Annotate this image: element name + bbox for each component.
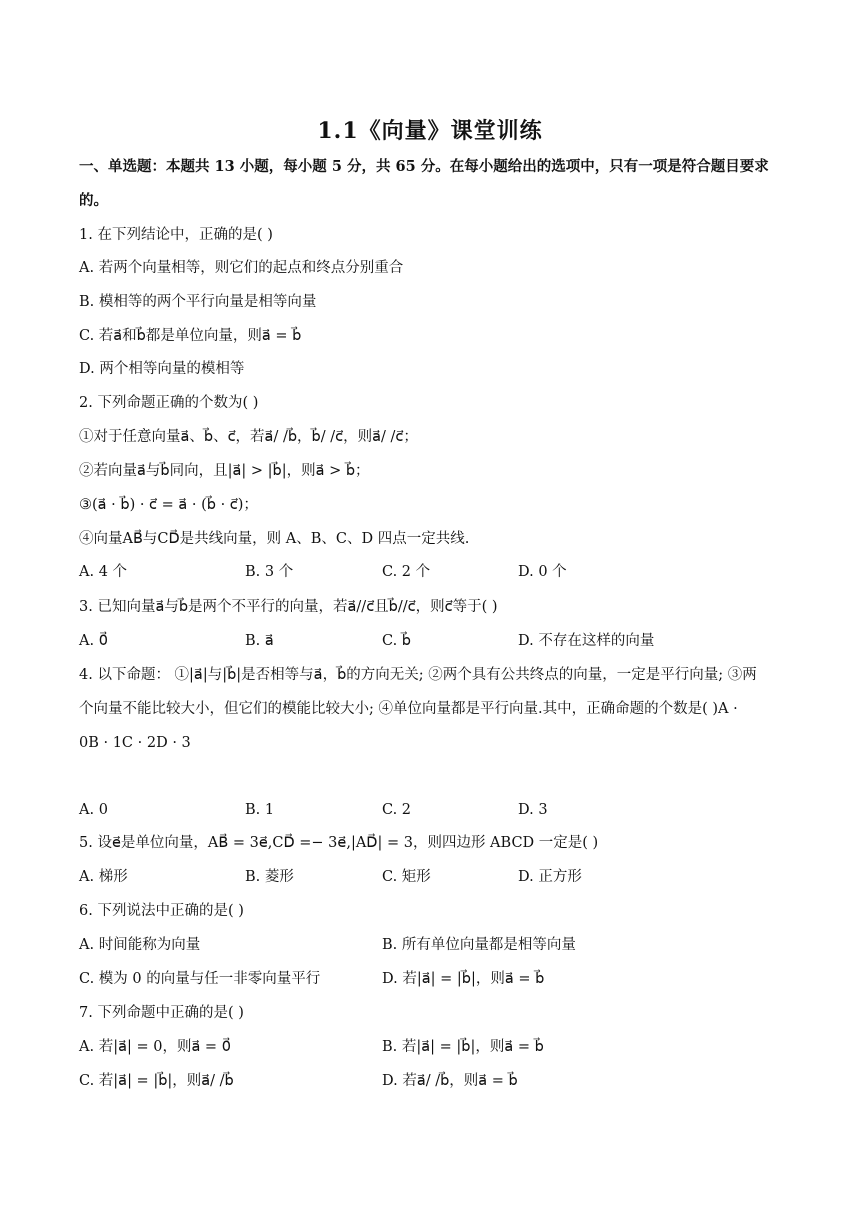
q2-option-d: D. 0 个 [518, 564, 567, 580]
q1-option-b: B. 模相等的两个平行向量是相等向量 [79, 294, 317, 310]
page-title: 1.1《向量》课堂训练 [317, 118, 543, 144]
q4-option-b: B. 1 [245, 802, 275, 818]
q3-stem: 3. 已知向量a⃗与b⃗是两个不平行的向量，若a⃗//c⃗且b⃗//c⃗，则c⃗等于( ) [79, 599, 498, 615]
q4-stem-line-2: 个向量不能比较大小，但它们的模能比较大小; ④单位向量都是平行向量.其中，正确命题的个数是( )A · [79, 701, 738, 717]
q7-option-b: B. 若|a⃗| = |b⃗|，则a⃗ = b⃗ [382, 1039, 544, 1055]
section-heading-cont: 的。 [79, 192, 108, 209]
q5-option-a: A. 梯形 [79, 869, 128, 885]
q7-stem: 7. 下列命题中正确的是( ) [79, 1005, 244, 1021]
q1-option-c: C. 若a⃗和b⃗都是单位向量，则a⃗ = b⃗ [79, 328, 302, 344]
q1-option-d: D. 两个相等向量的模相等 [79, 361, 245, 377]
q2-statement-4: ④向量AB⃗与CD⃗是共线向量，则 A、B、C、D 四点一定共线. [79, 531, 470, 547]
q3-option-d: D. 不存在这样的向量 [518, 633, 655, 649]
q2-option-a: A. 4 个 [79, 564, 128, 580]
q4-option-a: A. 0 [79, 802, 108, 818]
q2-statement-1: ①对于任意向量a⃗、b⃗、c⃗，若a⃗/ /b⃗，b⃗/ /c⃗，则a⃗/ /c⃗； [79, 429, 418, 445]
q2-statement-2: ②若向量a⃗与b⃗同向，且|a⃗| > |b⃗|，则a⃗ > b⃗； [79, 463, 370, 479]
section-heading: 一、单选题：本题共 13 小题，每小题 5 分，共 65 分。在每小题给出的选项中，只有一项是符合题目要求 [79, 158, 769, 175]
q5-option-b: B. 菱形 [245, 869, 294, 885]
q6-stem: 6. 下列说法中正确的是( ) [79, 903, 244, 919]
q1-option-a: A. 若两个向量相等，则它们的起点和终点分别重合 [79, 260, 404, 276]
q6-option-c: C. 模为 0 的向量与任一非零向量平行 [79, 971, 321, 987]
q5-option-c: C. 矩形 [382, 869, 431, 885]
q4-stem-line-1: 4. 以下命题： ①|a⃗|与|b⃗|是否相等与a⃗，b⃗的方向无关; ②两个具有公共终点的向量，一定是平行向量; ③两 [79, 667, 757, 683]
q4-stem-line-3: 0B · 1C · 2D · 3 [79, 735, 191, 751]
q2-stem: 2. 下列命题正确的个数为( ) [79, 395, 259, 411]
q1-stem: 1. 在下列结论中，正确的是( ) [79, 227, 273, 243]
q2-option-b: B. 3 个 [245, 564, 294, 580]
q4-option-d: D. 3 [518, 802, 548, 818]
q2-statement-3: ③(a⃗ · b⃗) · c⃗ = a⃗ · (b⃗ · c⃗)； [79, 497, 258, 513]
q7-option-a: A. 若|a⃗| = 0，则a⃗ = 0⃗ [79, 1039, 231, 1055]
q2-option-c: C. 2 个 [382, 564, 431, 580]
q7-option-c: C. 若|a⃗| = |b⃗|，则a⃗/ /b⃗ [79, 1073, 234, 1089]
q3-option-a: A. 0⃗ [79, 633, 108, 649]
q3-option-c: C. b⃗ [382, 633, 411, 649]
q7-option-d: D. 若a⃗/ /b⃗，则a⃗ = b⃗ [382, 1073, 518, 1089]
q5-stem: 5. 设e⃗是单位向量，AB⃗ = 3e⃗,CD⃗ =− 3e⃗,|AD⃗| = 3，则四边形 ABCD 一定是( ) [79, 835, 599, 851]
q6-option-d: D. 若|a⃗| = |b⃗|，则a⃗ = b⃗ [382, 971, 545, 987]
q3-option-b: B. a⃗ [245, 633, 274, 649]
q5-option-d: D. 正方形 [518, 869, 582, 885]
q6-option-b: B. 所有单位向量都是相等向量 [382, 937, 576, 953]
q6-option-a: A. 时间能称为向量 [79, 937, 201, 953]
q4-option-c: C. 2 [382, 802, 412, 818]
